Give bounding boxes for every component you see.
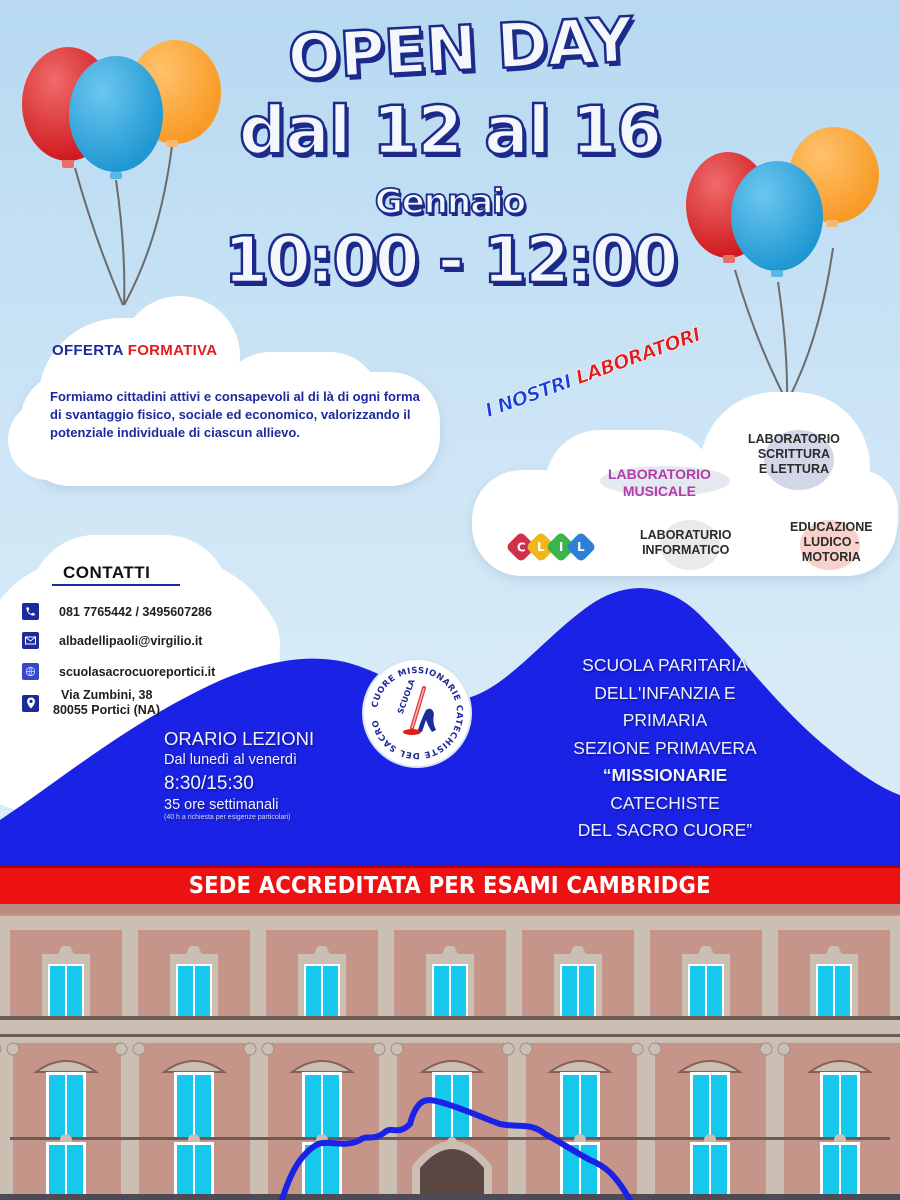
lab-scrittura-line1: LABORATORIO <box>748 432 840 446</box>
lab-informatico-line2: INFORMATICO <box>642 543 730 557</box>
contact-address[interactable] <box>22 688 160 718</box>
svg-text:CUORE MISSIONARIE CATECHISTE D: CUORE MISSIONARIE CATECHISTE DEL SACRO <box>370 665 465 761</box>
contatti-title: CONTATTI <box>63 563 151 582</box>
open-day-title: OPEN DAY <box>286 3 634 94</box>
school-building-illustration <box>0 904 900 1200</box>
email-address: albadellipaoli@virgilio.it <box>59 633 203 648</box>
map-pin-icon <box>22 695 39 712</box>
envelope-icon <box>22 632 39 649</box>
postal-address <box>53 688 160 718</box>
school-line2: DELL'INFANZIA E <box>594 682 736 703</box>
school-line4: SEZIONE PRIMAVERA <box>573 737 757 758</box>
lab-motoria <box>790 520 873 565</box>
offerta-title-part2: FORMATIVA <box>127 342 218 359</box>
clil-letter: C <box>516 540 526 554</box>
lab-informatico-line1: LABORATURIO <box>640 528 732 542</box>
lab-scrittura-line3: E LETTURA <box>758 462 830 476</box>
open-day-dates: dal 12 al 16 <box>238 92 662 169</box>
website-url: scuolasacrocuoreportici.it <box>59 664 216 679</box>
school-line7: DEL SACRO CUORE” <box>577 820 753 840</box>
offerta-body: Formiamo cittadini attivi e consapevoli al di là di ogni forma di svantaggio fisico, sociale ed economico, valorizzando il potenziale individuale di ciascun allievo. <box>50 389 420 440</box>
clil-letter: I <box>558 540 564 554</box>
school-line6: CATECHISTE <box>610 792 720 813</box>
lab-musicale <box>608 466 711 500</box>
cambridge-banner-text: SEDE ACCREDITATA PER ESAMI CAMBRIDGE <box>188 873 712 899</box>
contact-phone[interactable] <box>22 603 212 620</box>
open-day-month: Gennaio <box>374 182 526 222</box>
school-line3: PRIMARIA <box>622 710 708 730</box>
school-line5: “MISSIONARIE <box>602 765 728 785</box>
phone-numbers: 081 7765442 / 3495607286 <box>59 604 212 619</box>
laboratori-heading-part1: I NOSTRI <box>482 370 575 422</box>
orario-lezioni <box>164 728 314 821</box>
school-line1: SCUOLA PARITARIA <box>582 655 748 675</box>
contact-email[interactable] <box>22 632 202 649</box>
logo-emblem-icon <box>364 660 470 766</box>
contact-website[interactable] <box>22 663 215 680</box>
offerta-title-part1: OFFERTA <box>52 342 124 359</box>
orario-note: (40 h a richiesta per esigenze particolari) <box>164 814 291 821</box>
lab-scrittura <box>748 432 840 477</box>
orario-hours: 8:30/15:30 <box>164 773 254 794</box>
lab-informatico <box>640 528 731 558</box>
cambridge-banner <box>0 866 900 904</box>
address-line2: 80055 Portici (NA) <box>53 703 160 717</box>
offerta-title <box>52 342 217 359</box>
clil-logo <box>510 536 590 558</box>
svg-text:SCUOLA: SCUOLA <box>395 678 417 716</box>
school-logo <box>362 658 472 768</box>
contatti-underline <box>52 584 180 586</box>
laboratori-heading-part2: LABORATORI <box>572 323 704 390</box>
globe-icon <box>22 663 39 680</box>
lab-musicale-line2: MUSICALE <box>622 483 697 499</box>
open-day-time: 10:00 - 12:00 <box>223 224 677 298</box>
orario-weekly-hours: 35 ore settimanali <box>164 797 279 813</box>
clil-letter: L <box>537 540 545 554</box>
orario-days: Dal lunedì al venerdì <box>164 752 297 768</box>
orario-title: ORARIO LEZIONI <box>164 728 315 749</box>
lab-scrittura-line2: SCRITTURA <box>757 447 831 461</box>
phone-icon <box>22 603 39 620</box>
clil-letter: L <box>577 540 585 554</box>
school-name-block <box>530 652 800 845</box>
lab-musicale-line1: LABORATORIO <box>608 466 711 482</box>
lab-motoria-line2: LUDICO - <box>803 535 860 549</box>
lab-motoria-line3: MOTORIA <box>801 550 861 564</box>
address-line1: Via Zumbini, 38 <box>61 688 153 702</box>
lab-motoria-line1: EDUCAZIONE <box>790 520 873 534</box>
